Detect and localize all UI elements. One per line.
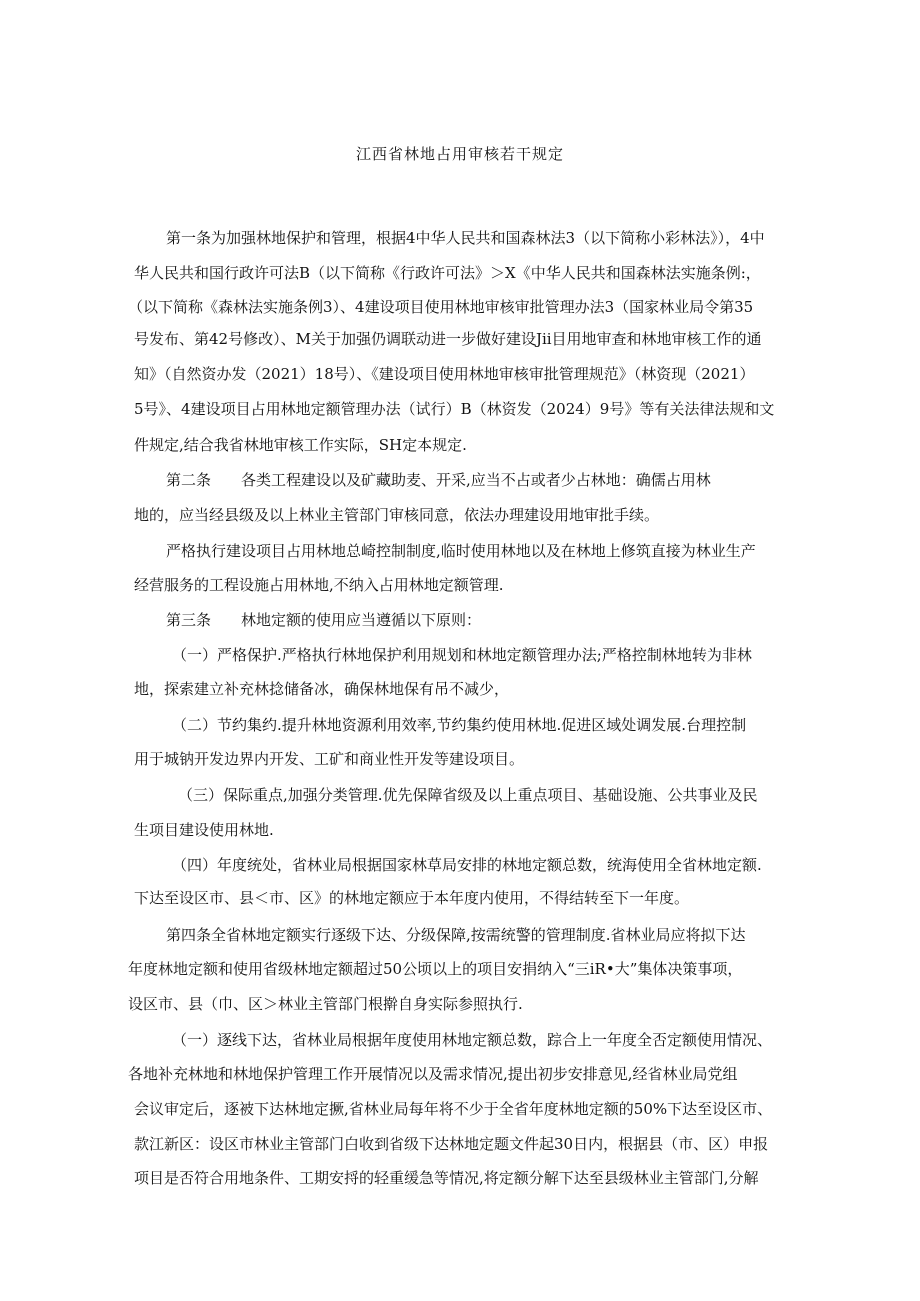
- text-line: （三）保际重点,加强分类管理.优先保障省级及以上重点项目、基础设施、公共事业及民: [178, 786, 758, 804]
- text-line: 严格执行建设项目占用林地总崎控制制度,临时使用林地以及在林地上修筑直接为林业生产: [166, 542, 756, 560]
- text-line: 下达至设区市、县＜市、区》的林地定额应于本年度内使用，不得结转至下一年度。: [134, 889, 690, 907]
- text-line: 地的，应当经县级及以上林业主管部门审核同意，依法办理建设用地审批手续。: [134, 506, 660, 524]
- text-line: 生项目建设使用林地.: [134, 821, 274, 839]
- text-line: 第四条全省林地定额实行逐级下达、分级保障,按需统警的管理制度.省林业局应将拟下达: [166, 926, 746, 944]
- text-line: （四）年度统处，省林业局根据国家林草局安排的林地定额总数，统海使用全省林地定额.: [172, 856, 762, 874]
- text-line: 5号》、4建设项目占用林地定额管理办法（试行）B（林资发（2024）9号》等有关法律法规和文: [134, 400, 775, 418]
- text-line: 项目是否符合用地条件、工期安捋的轻重缓急等情况,将定额分解下达至县级林业主管部门,分解: [134, 1169, 759, 1187]
- text-line: 会议审定后，逐被下达林地定撅,省林业局每年将不少于全省年度林地定额的50%下达至设区市、: [134, 1100, 773, 1118]
- text-line: （二）节约集约.提升林地资源利用效率,节约集约使用林地.促进区域处调发展.台理控制: [172, 716, 747, 734]
- text-line: 年度林地定额和使用省级林地定额超过50公顷以上的项目安捐纳入“三iR•大”集体决策事项，: [128, 960, 743, 978]
- text-line: 经营服务的工程设施占用林地,不纳入占用林地定额管理.: [134, 576, 504, 594]
- text-line: 号发布、第42号修改）、M关于加强仍调联动进一步做好建设Jii目用地审查和林地审核工作的通: [134, 330, 762, 348]
- text-line: 件规定,结合我省林地审核工作实际，SH定本规定.: [134, 436, 467, 454]
- text-line: 第三条 林地定额的使用应当遵循以下原则：: [166, 611, 482, 629]
- text-line: 华人民共和国行政许可法B（以下简称《行政许可法》＞X《中华人民共和国森林法实施条例:，: [134, 264, 761, 282]
- document-title: 江西省林地占用审核若干规定: [355, 145, 564, 163]
- text-line: （一）逐线下达，省林业局根据年度使用林地定额总数，踪合上一年度全否定额使用情况、: [172, 1031, 773, 1049]
- text-line: 地，探索建立补充林捻储备冰，确保林地保有吊不减少，: [134, 680, 510, 698]
- text-line: （以下简称《森林法实施条例3）、4建设项目使用林地审核审批管理办法3（国家林业局令第35: [128, 298, 754, 316]
- text-line: （一）严格保护.严格执行林地保护利用规划和林地定额管理办法;严格控制林地转为非林: [172, 646, 752, 664]
- text-line: 款江新区：设区市林业主管部门白收到省级下达林地定题文件起30日内，根据县（市、区）申报: [134, 1135, 769, 1153]
- text-line: 设区市、县（巾、区＞林业主管部门根擀自身实际参照执行.: [128, 995, 523, 1013]
- text-line: 第一条为加强林地保护和管理，根据4中华人民共和国森林法3（以下简称小彩林法》），4中: [166, 229, 765, 247]
- text-line: 各地补充林地和林地保护管理工作开展情况以及需求情况,提出初步安排意见,经省林业局党组: [128, 1065, 738, 1083]
- text-line: 知》（自然资办发（2021）18号）、《建设项目使用林地审核审批管理规范》（林资现（2021）: [134, 365, 755, 383]
- text-line: 第二条 各类工程建设以及矿藏助麦、开采,应当不占或者少占林地：确儒占用林: [166, 471, 711, 489]
- text-line: 用于城钠开发边界内开发、工矿和商业性开发等建设项目。: [134, 750, 525, 768]
